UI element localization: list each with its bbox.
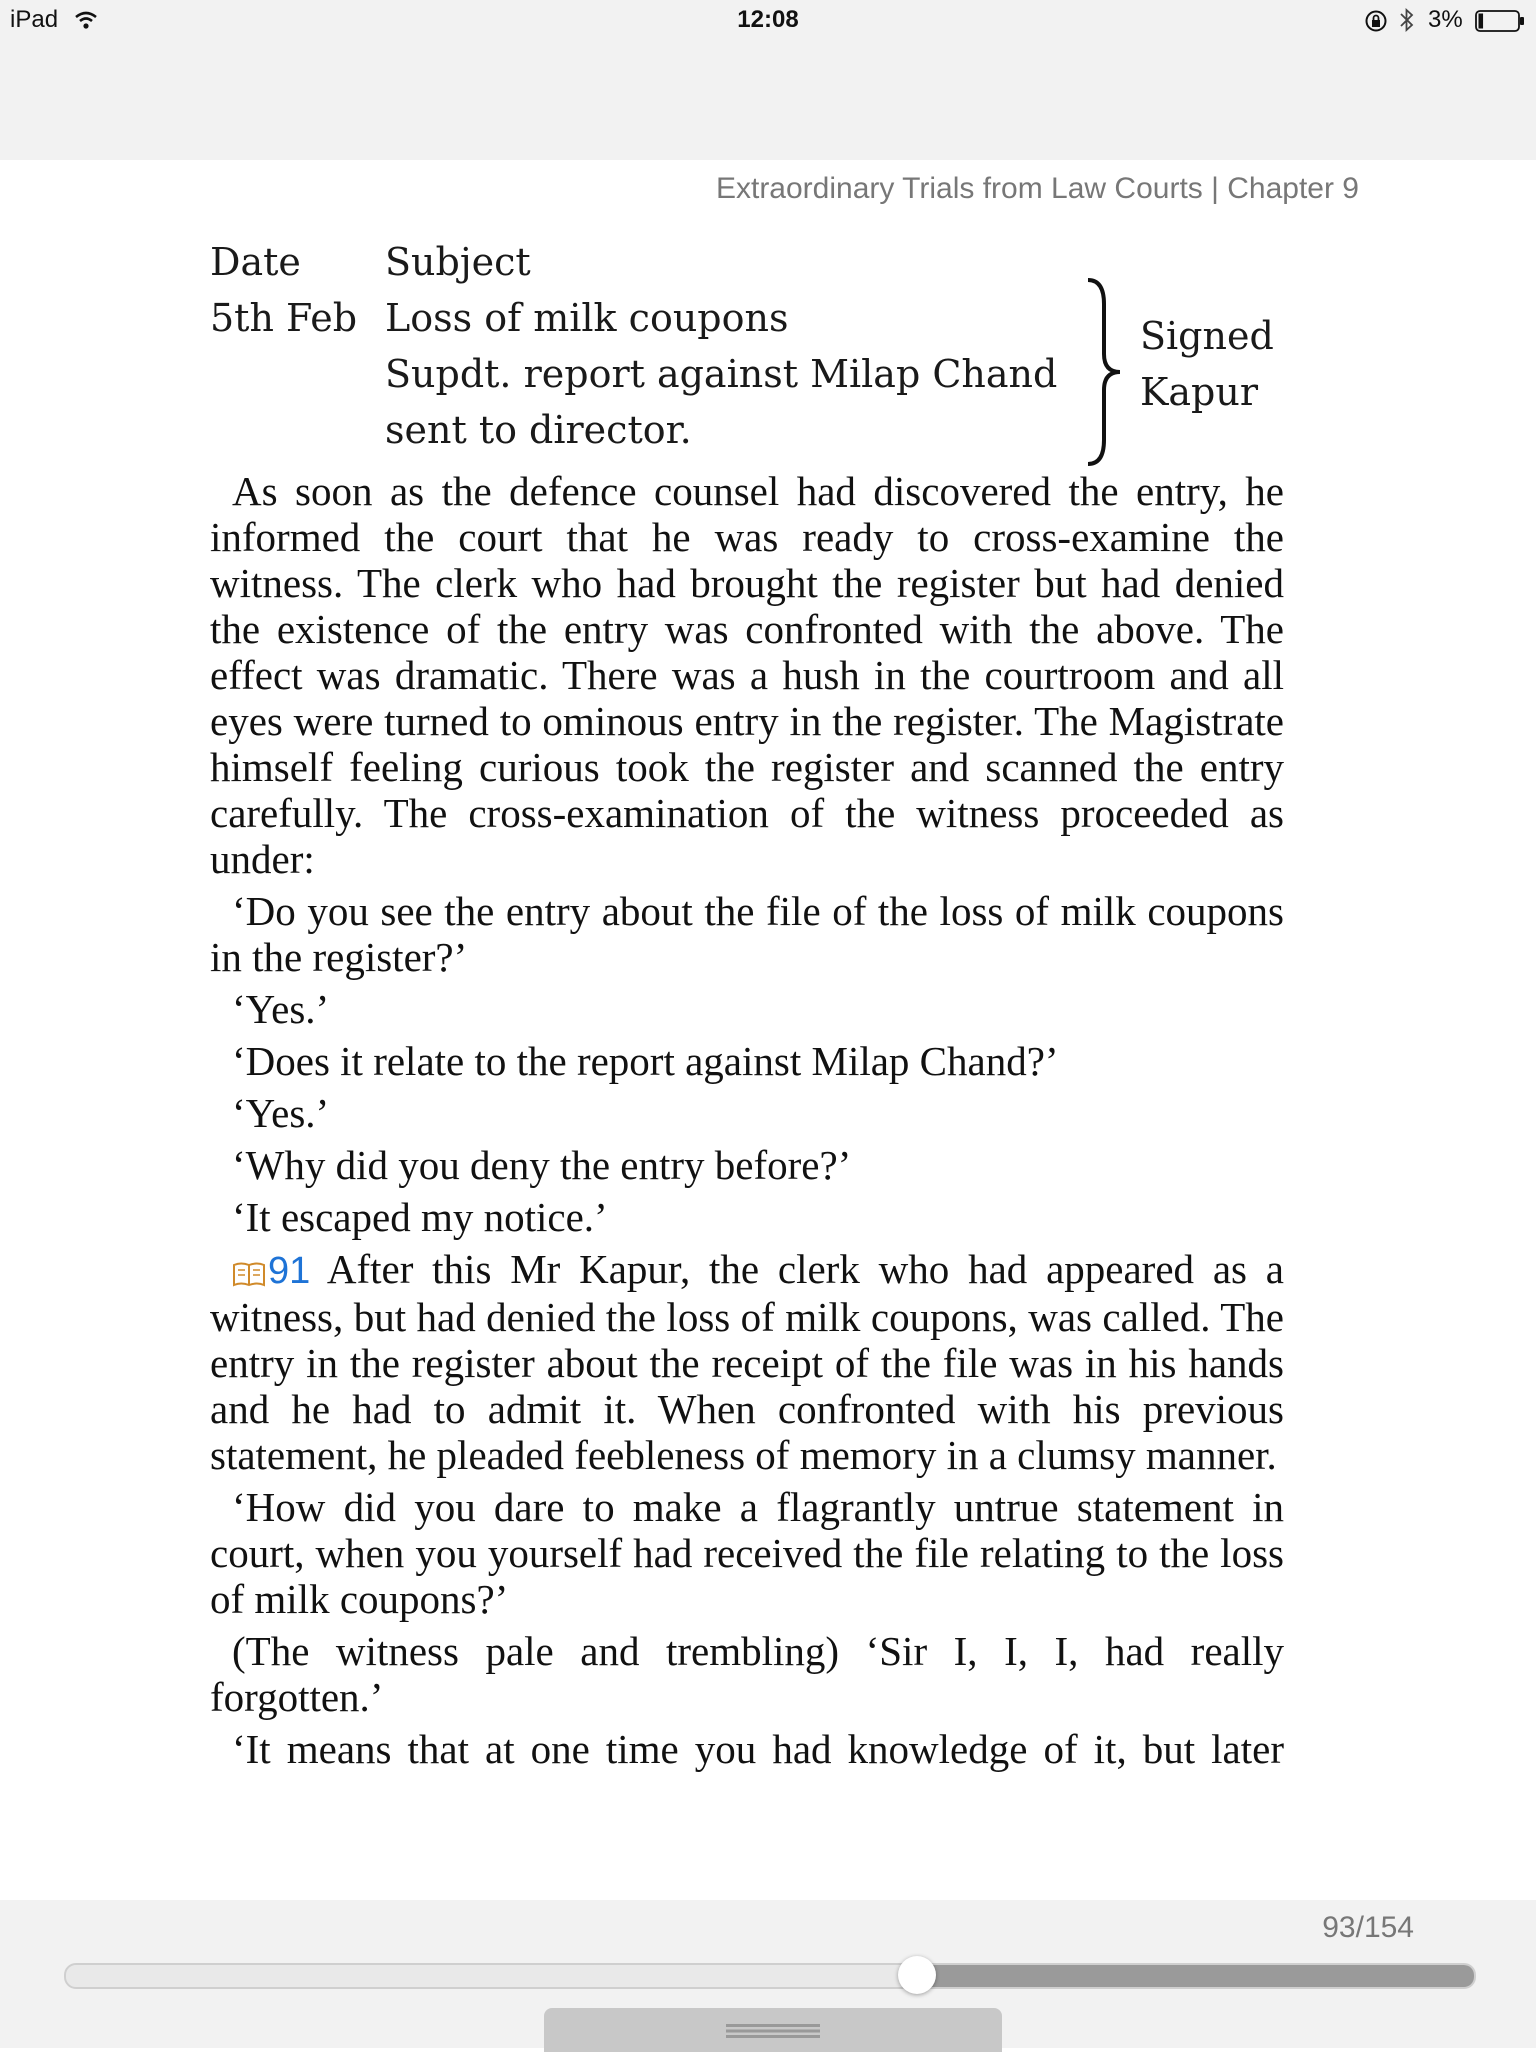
battery-percent: 3% <box>1428 6 1463 33</box>
page-count: 93/154 <box>1322 1911 1414 1944</box>
paragraph: ‘How did you dare to make a flagrantly untrue statement in court, when you yourself had received the file relating to the loss of milk coupons?’ <box>210 1484 1284 1622</box>
paragraph: ‘Yes.’ <box>232 1090 330 1136</box>
signed-line: Kapur <box>1140 370 1259 414</box>
battery-icon <box>1475 9 1525 33</box>
print-page-marker[interactable] <box>232 1250 310 1292</box>
drawer-handle[interactable] <box>544 2008 1002 2052</box>
print-page-number: 91 <box>268 1250 311 1292</box>
page-scrubber[interactable] <box>64 1963 1476 1989</box>
status-bar <box>0 0 1536 42</box>
subject-line: Loss of milk coupons <box>385 296 789 340</box>
register-table <box>210 236 1284 468</box>
paragraph: ‘Does it relate to the report against Milap Chand?’ <box>232 1038 1059 1084</box>
curly-brace <box>1080 276 1130 468</box>
book-icon <box>232 1261 266 1287</box>
scrubber-thumb[interactable] <box>898 1956 936 1994</box>
entry-date: 5th Feb <box>210 296 358 340</box>
device-name: iPad <box>10 6 59 33</box>
grip-icon <box>726 2024 820 2038</box>
subject-line: sent to director. <box>385 408 692 452</box>
rotation-lock-icon <box>1364 9 1388 33</box>
running-head: Extraordinary Trials from Law Courts | Chapter 9 <box>715 172 1359 205</box>
paragraph: ‘Do you see the entry about the file of the loss of milk coupons in the register?’ <box>210 888 1284 980</box>
paragraph: (The witness pale and trembling) ‘Sir I, I, I, had really forgotten.’ <box>210 1628 1284 1720</box>
paragraph <box>210 1246 1284 1478</box>
signed-line: Signed <box>1140 314 1274 358</box>
paragraph: As soon as the defence counsel had discovered the entry, he informed the court that he was ready to cross-examine the witness. The clerk who had brought the register but had denied the existence of the entry was confronted with the above. The effect was dramatic. There was a hush in the courtroom and all eyes were turned to ominous entry in the register. The Magistrate himself feeling curious took the register and scanned the entry carefully. The cross-examination of the witness proceeded as under: <box>210 468 1284 882</box>
scrubber-remaining <box>916 1965 1474 1987</box>
paragraph: ‘It escaped my notice.’ <box>232 1194 608 1240</box>
book-page[interactable] <box>210 236 1284 1772</box>
paragraph: ‘It means that at one time you had knowledge of it, but later <box>232 1726 1284 1772</box>
col-subject: Subject <box>385 240 531 284</box>
col-date: Date <box>210 240 301 284</box>
status-time: 12:08 <box>737 6 799 33</box>
bluetooth-icon <box>1398 6 1416 34</box>
paragraph: ‘Yes.’ <box>232 986 330 1032</box>
paragraph-text: After this Mr Kapur, the clerk who had appeared as a witness, but had denied the loss of milk coupons, was called. The entry in the register about the receipt of the file was in his hands and he had to admit it. When confronted with his previous statement, he pleaded feebleness of memory in a clumsy manner. <box>210 1246 1284 1478</box>
paragraph: ‘Why did you deny the entry before?’ <box>232 1142 852 1188</box>
subject-line: Supdt. report against Milap Chand <box>385 352 1058 396</box>
